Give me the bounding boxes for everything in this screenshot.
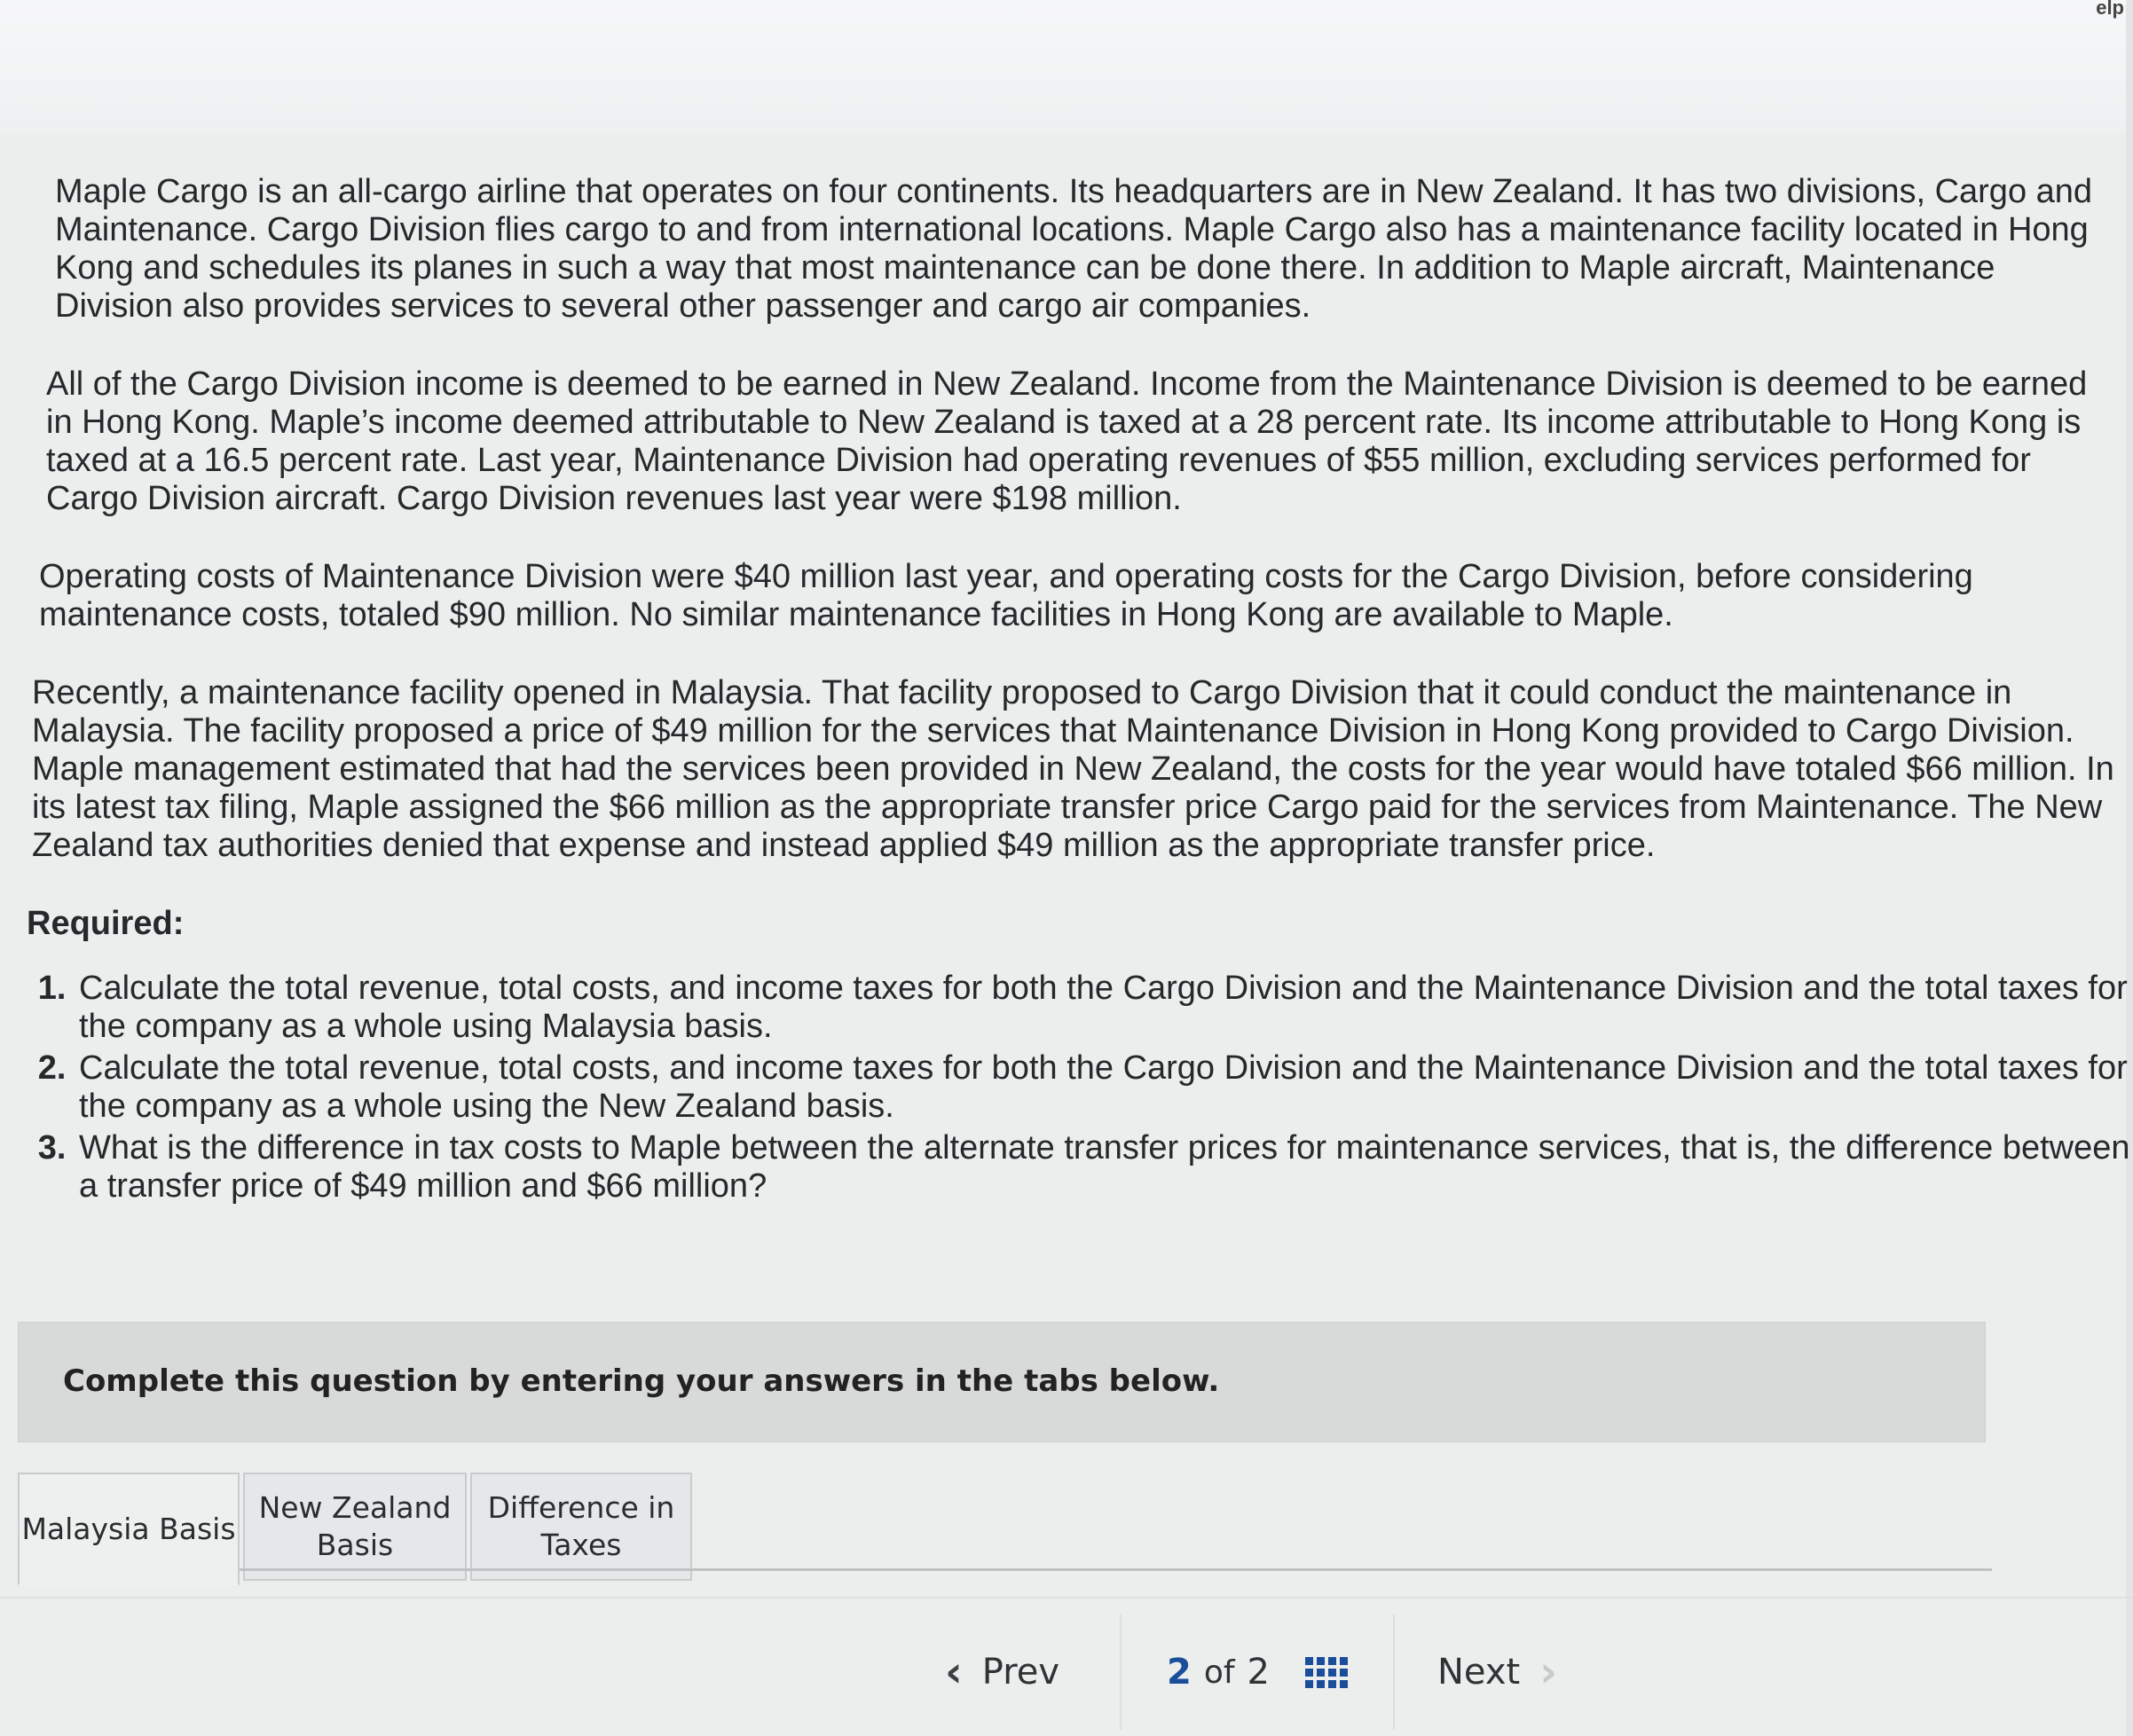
page-indicator[interactable] [1167, 1641, 1348, 1703]
tab-label [488, 1489, 675, 1564]
requirement-item: 1. Calculate the total revenue, total costs, and income taxes for both the Cargo Division and the Maintenance Division and the total taxes for the company as a whole using Malaysia basis. [75, 970, 2133, 1046]
instructions-text: Complete this question by entering your answers in the tabs below. [63, 1363, 1220, 1399]
chevron-left-icon: ‹ [945, 1647, 963, 1697]
tab-label: Malaysia Basis [21, 1511, 236, 1546]
of-label: of [1203, 1654, 1235, 1691]
tab-label-line-1: Difference in [487, 1490, 675, 1525]
tab-label-line-1: New Zealand [258, 1490, 452, 1525]
footer-divider [0, 1597, 2133, 1599]
grid-icon[interactable] [1305, 1657, 1348, 1688]
nav-separator [1393, 1614, 1395, 1730]
prev-label: Prev [981, 1652, 1060, 1693]
tab-label-line-2: Taxes [540, 1528, 622, 1562]
requirement-item: 2. Calculate the total revenue, total costs, and income taxes for both the Cargo Division and the Maintenance Division and the total taxes for the company as a whole using the New Zealand basis. [75, 1049, 2133, 1126]
required-heading: Required: [27, 905, 185, 942]
tab-new-zealand-basis[interactable] [243, 1473, 467, 1581]
next-label: Next [1437, 1652, 1521, 1693]
total-pages: 2 [1247, 1652, 1270, 1693]
tab-difference-in-taxes[interactable] [470, 1473, 692, 1581]
header-band [0, 0, 2133, 133]
requirement-item: 3. What is the difference in tax costs to Maple between the alternate transfer prices for maintenance services, that is, the difference between a transfer price of $49 million and $66 million? [75, 1129, 2133, 1206]
next-button[interactable] [1437, 1641, 1557, 1703]
chevron-right-icon: › [1539, 1647, 1557, 1697]
help-label-fragment[interactable]: elp [2096, 0, 2124, 19]
window-edge [2126, 0, 2133, 1736]
requirements-list [27, 970, 2133, 1206]
problem-paragraph-4: Recently, a maintenance facility opened in Malaysia. That facility proposed to Cargo Division that it could conduct the maintenance in Malaysia. The facility proposed a price of $49 million for the services that Maintenance Division in Hong Kong provided to Cargo Division. Maple management estimated that had the services been provided in New Zealand, the costs for the year would have totaled $66 million. In its latest tax filing, Maple assigned the $66 million as the appropriate transfer price Cargo paid for the services from Maintenance. The New Zealand tax authorities denied that expense and instead applied $49 million as the appropriate transfer price. [32, 674, 2114, 864]
problem-paragraph-1: Maple Cargo is an all-cargo airline that operates on four continents. Its headquarters are in New Zealand. It has two divisions, Cargo and Maintenance. Cargo Division flies cargo to and from international locations. Maple Cargo also has a maintenance facility located in Hong Kong and schedules its planes in such a way that most maintenance can be done there. In addition to Maple aircraft, Maintenance Division also provides services to several other passenger and cargo air companies. [55, 173, 2093, 325]
tab-label-line-2: Basis [316, 1528, 394, 1562]
current-page: 2 [1167, 1652, 1192, 1693]
tab-malaysia-basis[interactable] [18, 1473, 240, 1586]
problem-statement [27, 173, 2130, 1209]
tab-underline [240, 1568, 1992, 1571]
tab-label [259, 1489, 452, 1564]
problem-paragraph-3: Operating costs of Maintenance Division were $40 million last year, and operating costs for the Cargo Division, before considering maintenance costs, totaled $90 million. No similar maintenance facilities in Hong Kong are available to Maple. [39, 558, 1973, 633]
problem-paragraph-2: All of the Cargo Division income is deemed to be earned in New Zealand. Income from the Maintenance Division is deemed to be earned in Hong Kong. Maple’s income deemed attributable to New Zealand is taxed at a 28 percent rate. Its income attributable to Hong Kong is taxed at a 16.5 percent rate. Last year, Maintenance Division had operating revenues of $55 million, excluding services performed for Cargo Division aircraft. Cargo Division revenues last year were $198 million. [46, 365, 2088, 517]
prev-button[interactable] [945, 1641, 1059, 1703]
instructions-bar [18, 1322, 1986, 1442]
nav-separator [1120, 1614, 1122, 1730]
